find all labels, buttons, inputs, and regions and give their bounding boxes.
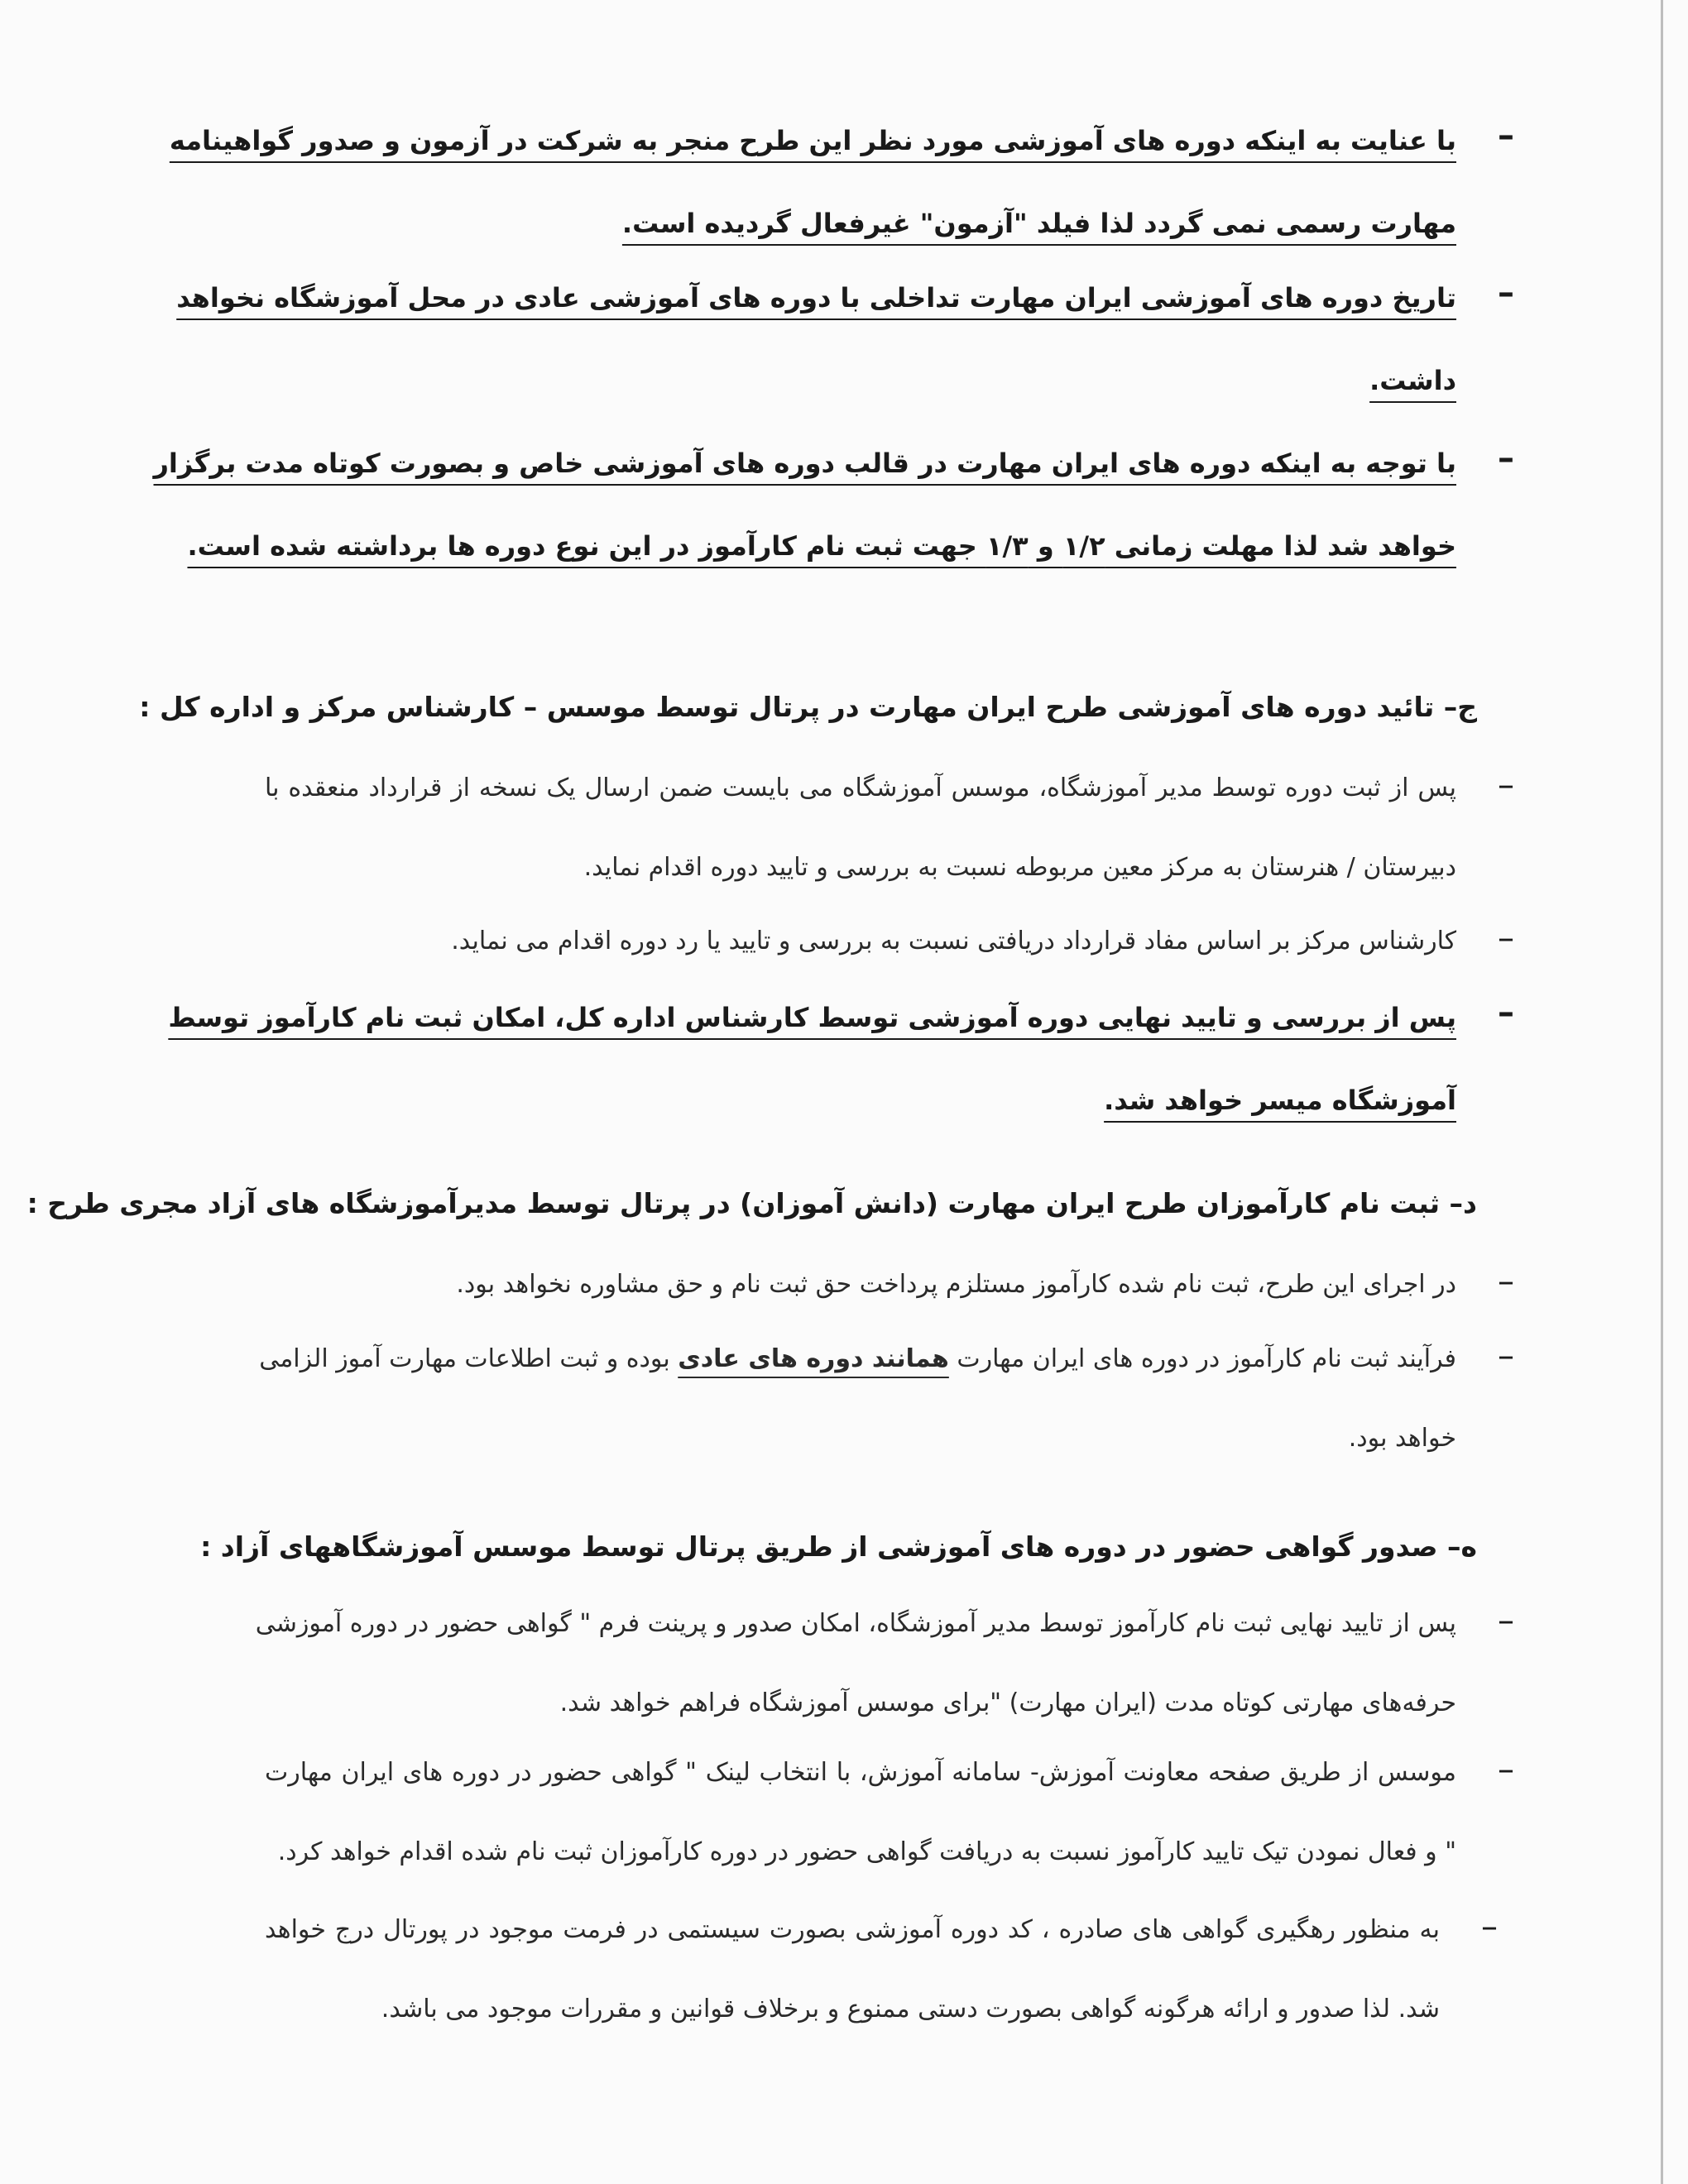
paragraph-line: در اجرای این طرح، ثبت نام شده کارآموز مستلزم پرداخت حق ثبت نام و حق مشاوره نخواهد بود. [456, 1270, 1456, 1299]
bullet-dash: – [1498, 919, 1514, 957]
bullet-dash: – [1498, 1262, 1514, 1300]
paragraph-line: حرفه‌های مهارتی کوتاه مدت (ایران مهارت) "برای موسس آموزشگاه فراهم خواهد شد. [559, 1688, 1456, 1717]
section-c-heading: ج– تائید دوره های آموزشی طرح ایران مهارت در پرتال توسط موسس – کارشناس مرکز و اداره کل : [139, 691, 1477, 723]
section-c-item-2 [265, 902, 1514, 981]
section-c-item-1 [265, 749, 1514, 908]
line-text-after: بوده و ثبت اطلاعات مهارت آموز الزامی [259, 1344, 670, 1373]
bullet-dash: – [1498, 1602, 1514, 1640]
paragraph-line: شد. لذا صدور و ارائه هرگونه گواهی بصورت دستی ممنوع و برخلاف قوانین و مقررات موجود می باشد. [381, 1995, 1440, 2024]
paragraph-line: " و فعال نمودن تیک تایید کارآموز نسبت به دریافت گواهی حضور در دوره کارآموزان ثبت نام شده اقدام خواهد کرد. [277, 1837, 1456, 1866]
section-d-item-2 [259, 1320, 1514, 1478]
section-e-heading: ه– صدور گواهی حضور در دوره های آموزشی از طریق پرتال توسط موسس آموزشگاههای آزاد : [200, 1530, 1477, 1563]
paragraph-line: پس از تایید نهایی ثبت نام کارآموز توسط مدیر آموزشگاه، امکان صدور و پرینت فرم " گواهی حضور در دوره آموزشی [255, 1609, 1456, 1638]
section-c-item-3 [168, 976, 1514, 1142]
bullet-dash: – [1498, 1751, 1514, 1789]
paragraph-deadline [153, 422, 1514, 587]
paragraph-line: داشت. [1369, 365, 1456, 396]
section-e-item-1 [255, 1584, 1514, 1743]
bullet-dash: – [1498, 1337, 1514, 1375]
paragraph-line: کارشناس مرکز بر اساس مفاد قرارداد دریافتی نسبت به بررسی و تایید یا رد دوره اقدام می نماید. [451, 927, 1456, 956]
paragraph-course-dates [176, 256, 1514, 422]
paragraph-line: مهارت رسمی نمی گردد لذا فیلد "آزمون" غیرفعال گردیده است. [621, 208, 1456, 239]
bullet-dash: – [1498, 274, 1514, 312]
bullet-dash: – [1498, 439, 1514, 477]
paragraph-line: تاریخ دوره های آموزشی ایران مهارت تداخلی با دوره های آموزشی عادی در محل آموزشگاه نخواهد [176, 282, 1456, 314]
paragraph-line [259, 1320, 1456, 1399]
paragraph-line: خواهد شد لذا مهلت زمانی ۱/۲ و ۱/۳ جهت ثبت نام کارآموز در این نوع دوره ها برداشته شده است. [187, 530, 1456, 562]
paragraph-line: آموزشگاه میسر خواهد شد. [1104, 1085, 1456, 1116]
bullet-dash: – [1498, 994, 1514, 1032]
emphasis-regular-courses: همانند دوره های عادی [678, 1344, 949, 1373]
paragraph-line: پس از ثبت دوره توسط مدیر آموزشگاه، موسس آموزشگاه می بایست ضمن ارسال یک نسخه از قرارداد منعقده با [265, 774, 1456, 802]
paragraph-line: به منظور رهگیری گواهی های صادره ، کد دوره آموزشی بصورت سیستمی در فرمت موجود در پورتال درج خواهد [265, 1915, 1440, 1944]
section-e-item-3 [265, 1890, 1498, 2049]
paragraph-line: با عنایت به اینکه دوره های آموزشی مورد نظر این طرح منجر به شرکت در آزمون و صدور گواهینامه [169, 125, 1456, 156]
paragraph-line: پس از بررسی و تایید نهایی دوره آموزشی توسط کارشناس اداره کل، امکان ثبت نام کارآموز توسط [168, 1002, 1456, 1033]
section-d-item-1 [265, 1245, 1514, 1324]
paragraph-line: موسس از طریق صفحه معاونت آموزش- سامانه آموزش، با انتخاب لینک " گواهی حضور در دوره های ایران مهارت [265, 1758, 1456, 1787]
section-d-heading: د– ثبت نام کارآموزان طرح ایران مهارت (دانش آموزان) در پرتال توسط مدیرآموزشگاه های آزاد مجری طرح : [26, 1187, 1477, 1219]
bullet-dash: – [1498, 117, 1514, 155]
paragraph-line: دبیرستان / هنرستان به مرکز معین مربوطه نسبت به بررسی و تایید دوره اقدام نماید. [583, 853, 1456, 882]
bullet-dash: – [1498, 766, 1514, 804]
paragraph-exam-field [169, 99, 1514, 265]
section-e-item-2 [265, 1733, 1514, 1892]
line-text-before: فرآیند ثبت نام کارآموز در دوره های ایران مهارت [957, 1344, 1456, 1373]
paragraph-line: خواهد بود. [1348, 1424, 1456, 1453]
bullet-dash: – [1481, 1908, 1498, 1946]
paragraph-line: با توجه به اینکه دوره های ایران مهارت در قالب دوره های آموزشی خاص و بصورت کوتاه مدت برگزار [153, 448, 1456, 479]
